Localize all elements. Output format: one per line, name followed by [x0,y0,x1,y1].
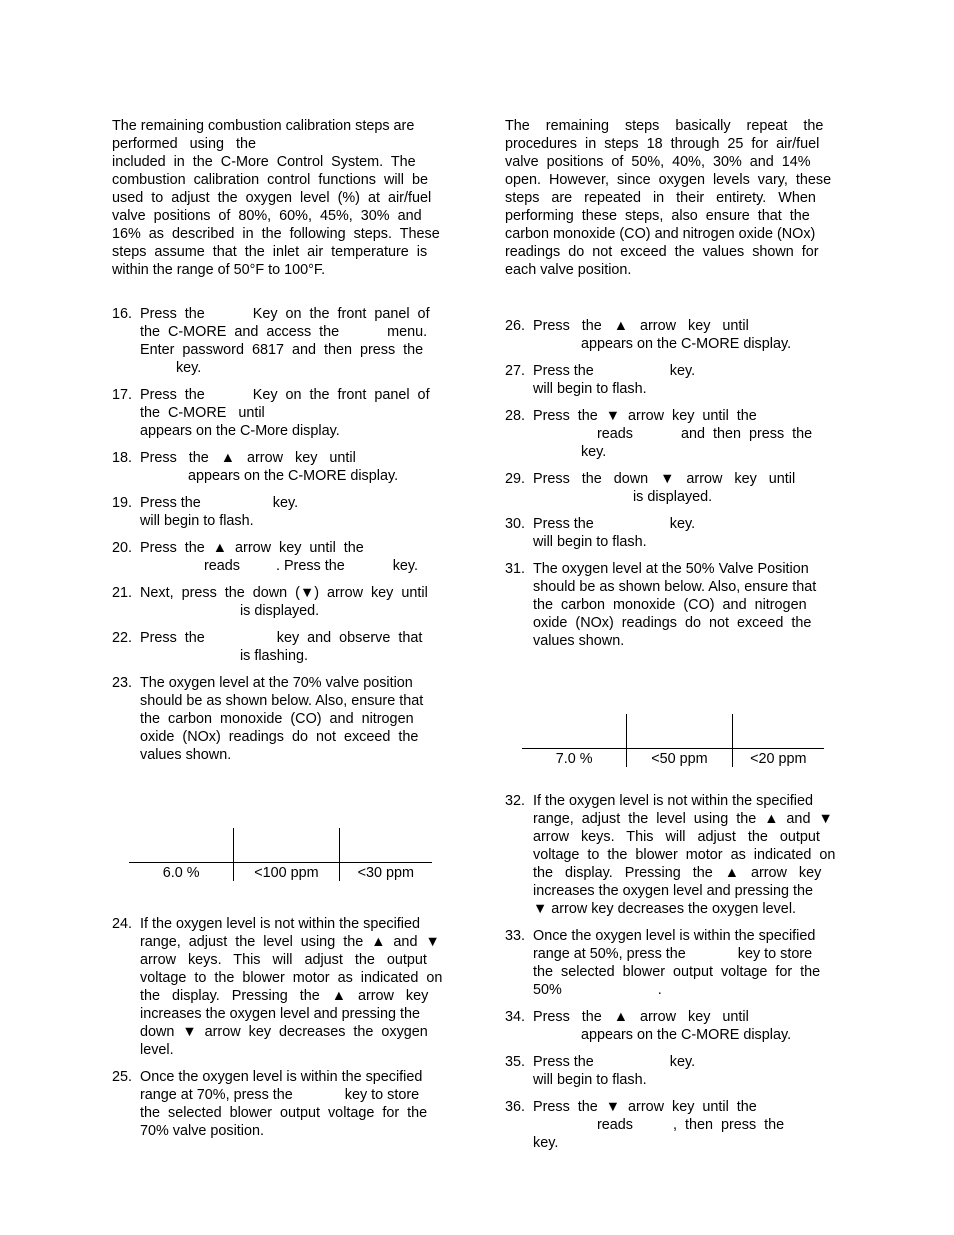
step-text-line: Press the key. [140,495,299,511]
step-text-line: will begin to flash. [533,1072,647,1088]
text-line: included in the C-More Control System. The [112,154,416,170]
step-text-line: down ▼ arrow key decreases the oxygen [140,1024,428,1040]
step-item [112,305,478,377]
step-number: 17. [112,387,133,403]
intro-paragraph [112,117,450,279]
step-text-line: should be as shown below. Also, ensure that [533,579,817,595]
text-line: The remaining combustion calibration steps are [112,118,415,134]
text-line: steps assume that the inlet air temperature is [112,244,428,260]
nox-value: <20 ppm [732,749,824,768]
header-cell [234,828,339,863]
co-value: <50 ppm [627,749,732,768]
step-text-line: will begin to flash. [533,381,647,397]
text-line: performed using the [112,136,256,152]
step-number: 21. [112,585,133,601]
step-text-line: Next, press the down (▼) arrow key until [140,585,428,601]
step-number: 22. [112,630,133,646]
text-line: valve positions of 50%, 40%, 30% and 14% [505,154,811,170]
step-text-line: Press the ▲ arrow key until [533,318,749,334]
header-cell [129,828,234,863]
step-text-line: voltage to the blower motor as indicated on [533,847,836,863]
step-item [505,560,870,650]
step-number: 26. [505,318,526,334]
step-text-line: the display. Pressing the ▲ arrow key [140,988,429,1004]
step-text-line: 50% . [533,982,662,998]
header-cell [339,828,432,863]
step-text-line: values shown. [140,747,232,763]
left-column [112,117,450,279]
step-text-line: Once the oxygen level is within the specified [533,928,816,944]
step-text-line: the C-MORE and access the menu. [140,324,428,340]
step-text-line: 70% valve position. [140,1123,264,1139]
step-number: 16. [112,306,133,322]
step-text-line: Press the key and observe that [140,630,423,646]
step-text-line: reads , then press the [533,1117,785,1133]
step-text-line: arrow keys. This will adjust the output [533,829,820,845]
o2-value: 7.0 % [555,751,593,767]
step-item [505,407,870,461]
step-text-line: Press the ▲ arrow key until [140,450,356,466]
step-text-line: range, adjust the level using the ▲ and ▼ [533,811,833,827]
text-line: performing these steps, also ensure that the [505,208,810,224]
step-text-line: ▼ arrow key decreases the oxygen level. [533,901,797,917]
nox-value: <30 ppm [339,863,432,882]
step-text-line: is flashing. [140,648,308,664]
step-number: 20. [112,540,133,556]
step-text-line: voltage to the blower motor as indicated on [140,970,443,986]
step-number: 34. [505,1009,526,1025]
step-text-line: oxide (NOx) readings do not exceed the [533,615,812,631]
text-line: The remaining steps basically repeat the [505,118,824,134]
step-text-line: Press the key. [533,1054,696,1070]
step-text-line: the C-MORE until [140,405,265,421]
step-text-line: appears on the C-MORE display. [533,1027,792,1043]
header-cell [627,714,732,749]
text-line: open. However, since oxygen levels vary, these [505,172,832,188]
text-line: 16% as described in the following steps. These [112,226,440,242]
step-item [112,629,478,665]
text-line: within the range of 50°F to 100°F. [112,262,326,278]
step-text-line: Enter password 6817 and then press the [140,342,424,358]
text-line: readings do not exceed the values shown for [505,244,819,260]
step-text-line: the selected blower output voltage for the [533,964,821,980]
text-line: steps are repeated in their entirety. When [505,190,816,206]
step-number: 25. [112,1069,133,1085]
step-text-line: key. [140,360,202,376]
oxygen-table-50 [522,714,824,767]
step-text-line: increases the oxygen level and pressing the [533,883,813,899]
step-text-line: should be as shown below. Also, ensure that [140,693,424,709]
step-number: 27. [505,363,526,379]
header-cell [522,714,627,749]
step-item [112,1068,478,1140]
step-number: 30. [505,516,526,532]
step-item [505,1008,870,1044]
step-text-line: the carbon monoxide (CO) and nitrogen [140,711,414,727]
step-item [112,494,478,530]
step-text-line: The oxygen level at the 50% Valve Position [533,561,809,577]
step-number: 24. [112,916,133,932]
text-line: valve positions of 80%, 60%, 45%, 30% and [112,208,422,224]
text-line: used to adjust the oxygen level (%) at air/fuel [112,190,432,206]
step-text-line: Press the ▼ arrow key until the [533,408,757,424]
step-item [505,470,870,506]
step-text-line: If the oxygen level is not within the specified [140,916,420,932]
step-text-line: the selected blower output voltage for the [140,1105,428,1121]
text-line: each valve position. [505,262,632,278]
step-item [505,1053,870,1089]
step-number: 35. [505,1054,526,1070]
step-number: 28. [505,408,526,424]
step-text-line: the carbon monoxide (CO) and nitrogen [533,597,807,613]
step-text-line: the display. Pressing the ▲ arrow key [533,865,822,881]
text-line: procedures in steps 18 through 25 for air/fuel [505,136,820,152]
step-item [112,539,478,575]
step-text-line: Press the key. [533,363,696,379]
step-text-line: appears on the C-More display. [140,423,340,439]
step-text-line: oxide (NOx) readings do not exceed the [140,729,419,745]
step-text-line: level. [140,1042,174,1058]
step-text-line: values shown. [533,633,625,649]
step-text-line: arrow keys. This will adjust the output [140,952,427,968]
step-item [505,792,870,918]
step-text-line: range at 50%, press the key to store [533,946,813,962]
step-number: 36. [505,1099,526,1115]
step-text-line: Press the ▲ arrow key until the [140,540,364,556]
step-item [112,386,478,440]
step-text-line: If the oxygen level is not within the specified [533,793,813,809]
step-text-line: is displayed. [533,489,713,505]
step-item [112,674,478,764]
step-text-line: increases the oxygen level and pressing the [140,1006,420,1022]
step-text-line: Once the oxygen level is within the specified [140,1069,423,1085]
step-number: 32. [505,793,526,809]
oxygen-table-70 [129,828,432,881]
text-line: carbon monoxide (CO) and nitrogen oxide (NOx) [505,226,816,242]
step-text-line: will begin to flash. [140,513,254,529]
co-value: <100 ppm [234,863,339,882]
step-number: 23. [112,675,133,691]
step-text-line: is displayed. [140,603,320,619]
intro-paragraph [505,117,842,279]
step-number: 19. [112,495,133,511]
step-item [505,317,870,353]
step-number: 29. [505,471,526,487]
step-text-line: range, adjust the level using the ▲ and ▼ [140,934,440,950]
step-number: 18. [112,450,133,466]
step-text-line: will begin to flash. [533,534,647,550]
step-text-line: appears on the C-MORE display. [140,468,399,484]
step-text-line: reads and then press the [533,426,813,442]
step-item [505,1098,870,1152]
step-item [112,449,478,485]
step-text-line: range at 70%, press the key to store [140,1087,420,1103]
header-cell [732,714,824,749]
step-text-line: key. [533,1135,559,1151]
step-number: 33. [505,928,526,944]
step-text-line: Press the ▲ arrow key until [533,1009,749,1025]
step-text-line: appears on the C-MORE display. [533,336,792,352]
step-text-line: Press the ▼ arrow key until the [533,1099,757,1115]
step-text-line: Press the Key on the front panel of [140,306,430,322]
step-text-line: Press the key. [533,516,696,532]
step-number: 31. [505,561,526,577]
step-item [505,362,870,398]
step-item [112,915,478,1059]
text-line: combustion calibration control functions will be [112,172,428,188]
step-item [505,515,870,551]
o2-value: 6.0 % [162,865,200,881]
step-text-line: reads . Press the key. [140,558,419,574]
step-text-line: Press the down ▼ arrow key until [533,471,796,487]
step-text-line: key. [533,444,607,460]
step-text-line: Press the Key on the front panel of [140,387,430,403]
step-text-line: The oxygen level at the 70% valve position [140,675,413,691]
step-item [505,927,870,999]
step-item [112,584,478,620]
